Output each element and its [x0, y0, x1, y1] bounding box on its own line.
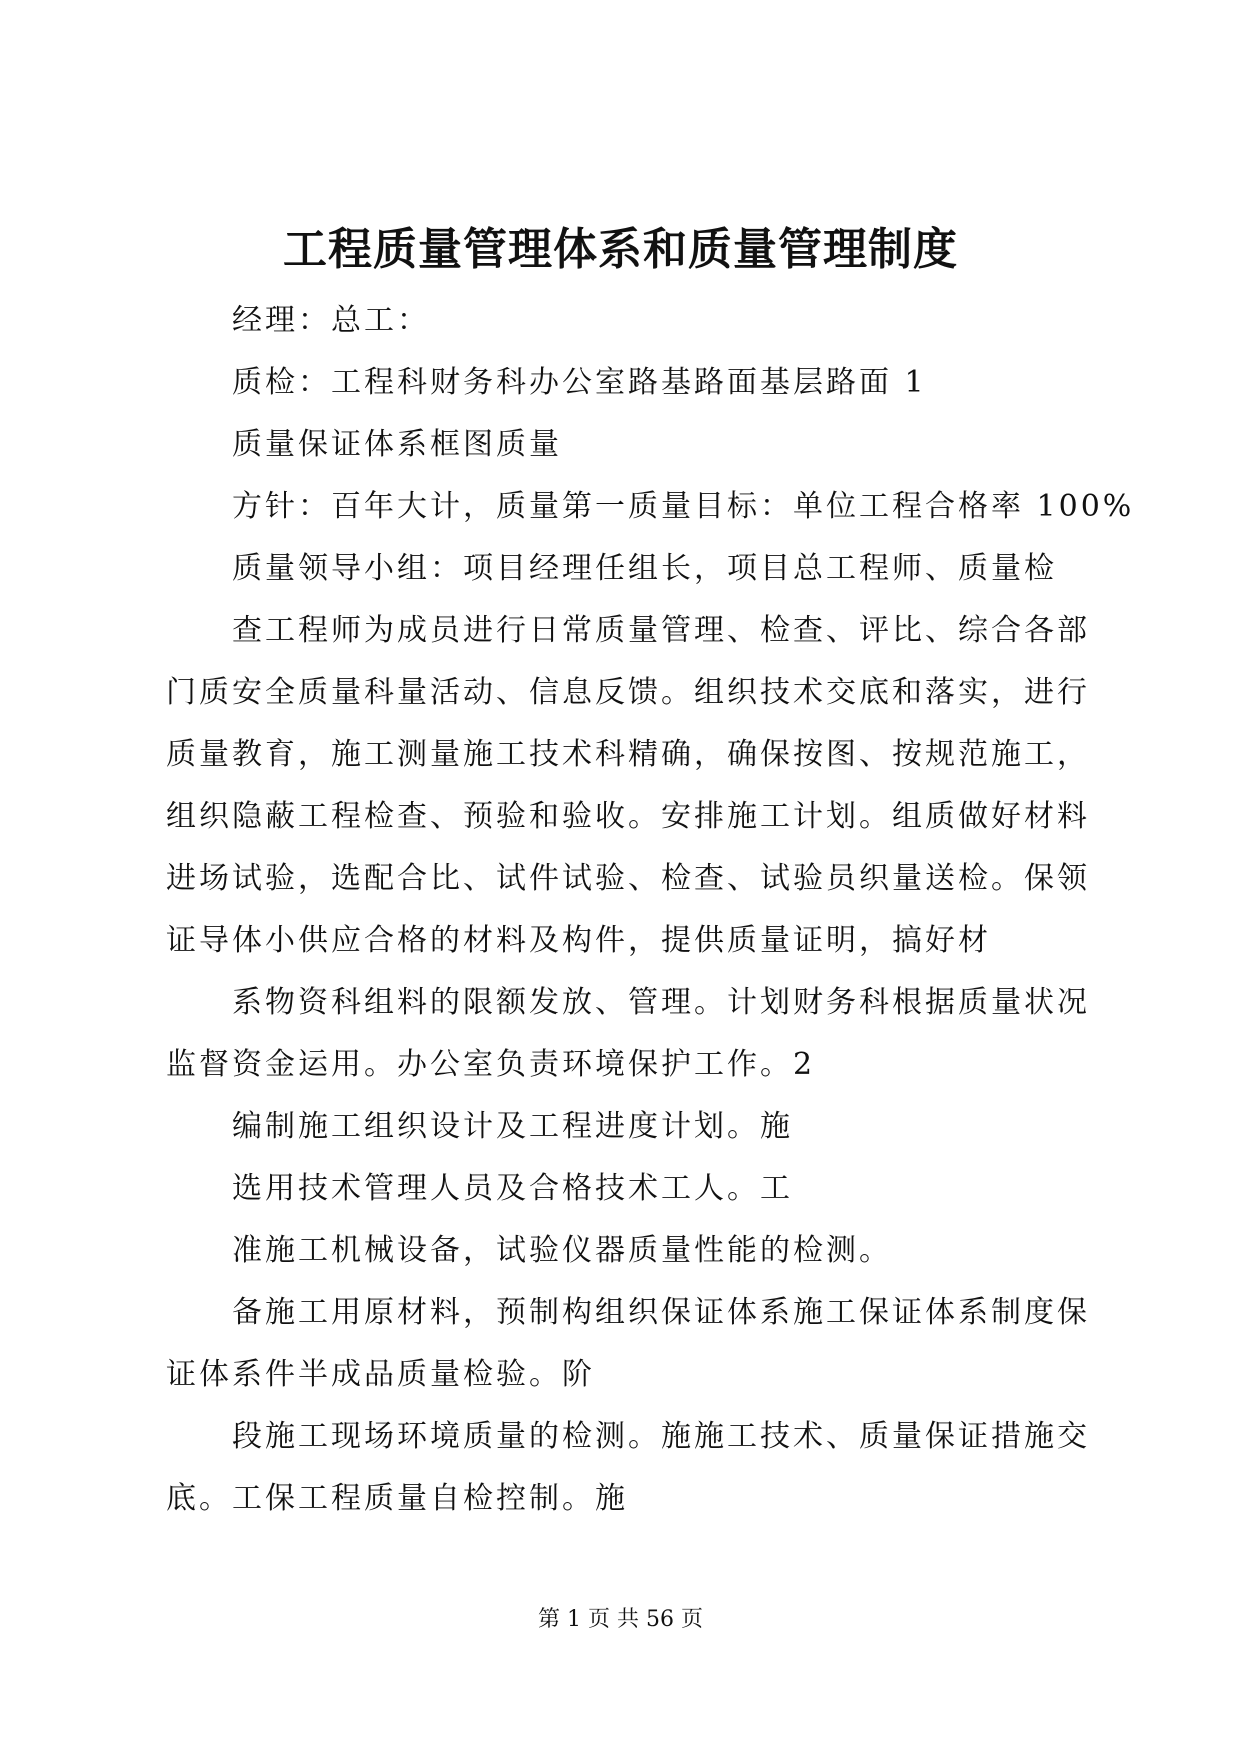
text-line: 经理：总工：	[232, 303, 430, 338]
text-line: 质量教育，施工测量施工技术科精确，确保按图、按规范施工，	[166, 737, 1090, 772]
text-line: 证导体小供应合格的材料及构件，提供质量证明，搞好材	[166, 923, 991, 958]
document-body	[166, 290, 1135, 1530]
text-line: 段施工现场环境质量的检测。施施工技术、质量保证措施交	[232, 1419, 1090, 1454]
text-line: 系物资科组料的限额发放、管理。计划财务科根据质量状况	[232, 985, 1090, 1020]
text-line: 监督资金运用。办公室负责环境保护工作。2	[166, 1047, 816, 1082]
text-line: 选用技术管理人员及合格技术工人。工	[232, 1171, 793, 1206]
text-line: 准施工机械设备，试验仪器质量性能的检测。	[232, 1233, 892, 1268]
text-line: 底。工保工程质量自检控制。施	[166, 1481, 628, 1516]
text-line: 质量领导小组：项目经理任组长，项目总工程师、质量检	[232, 551, 1057, 586]
text-line: 进场试验，选配合比、试件试验、检查、试验员织量送检。保领	[166, 861, 1090, 896]
text-line: 门质安全质量科量活动、信息反馈。组织技术交底和落实，进行	[166, 675, 1090, 710]
text-line: 方针：百年大计，质量第一质量目标：单位工程合格率 100%	[232, 489, 1135, 524]
text-line: 查工程师为成员进行日常质量管理、检查、评比、综合各部	[232, 613, 1090, 648]
text-line: 质检：工程科财务科办公室路基路面基层路面 1	[232, 365, 927, 400]
document-title: 工程质量管理体系和质量管理制度	[283, 224, 958, 275]
text-line: 证体系件半成品质量检验。阶	[166, 1357, 595, 1392]
text-line: 编制施工组织设计及工程进度计划。施	[232, 1109, 793, 1144]
text-line: 组织隐蔽工程检查、预验和验收。安排施工计划。组质做好材料	[166, 799, 1090, 834]
text-line: 质量保证体系框图质量	[232, 427, 562, 462]
text-line: 备施工用原材料，预制构组织保证体系施工保证体系制度保	[232, 1295, 1090, 1330]
page-footer: 第 1 页 共 56 页	[538, 1607, 703, 1632]
